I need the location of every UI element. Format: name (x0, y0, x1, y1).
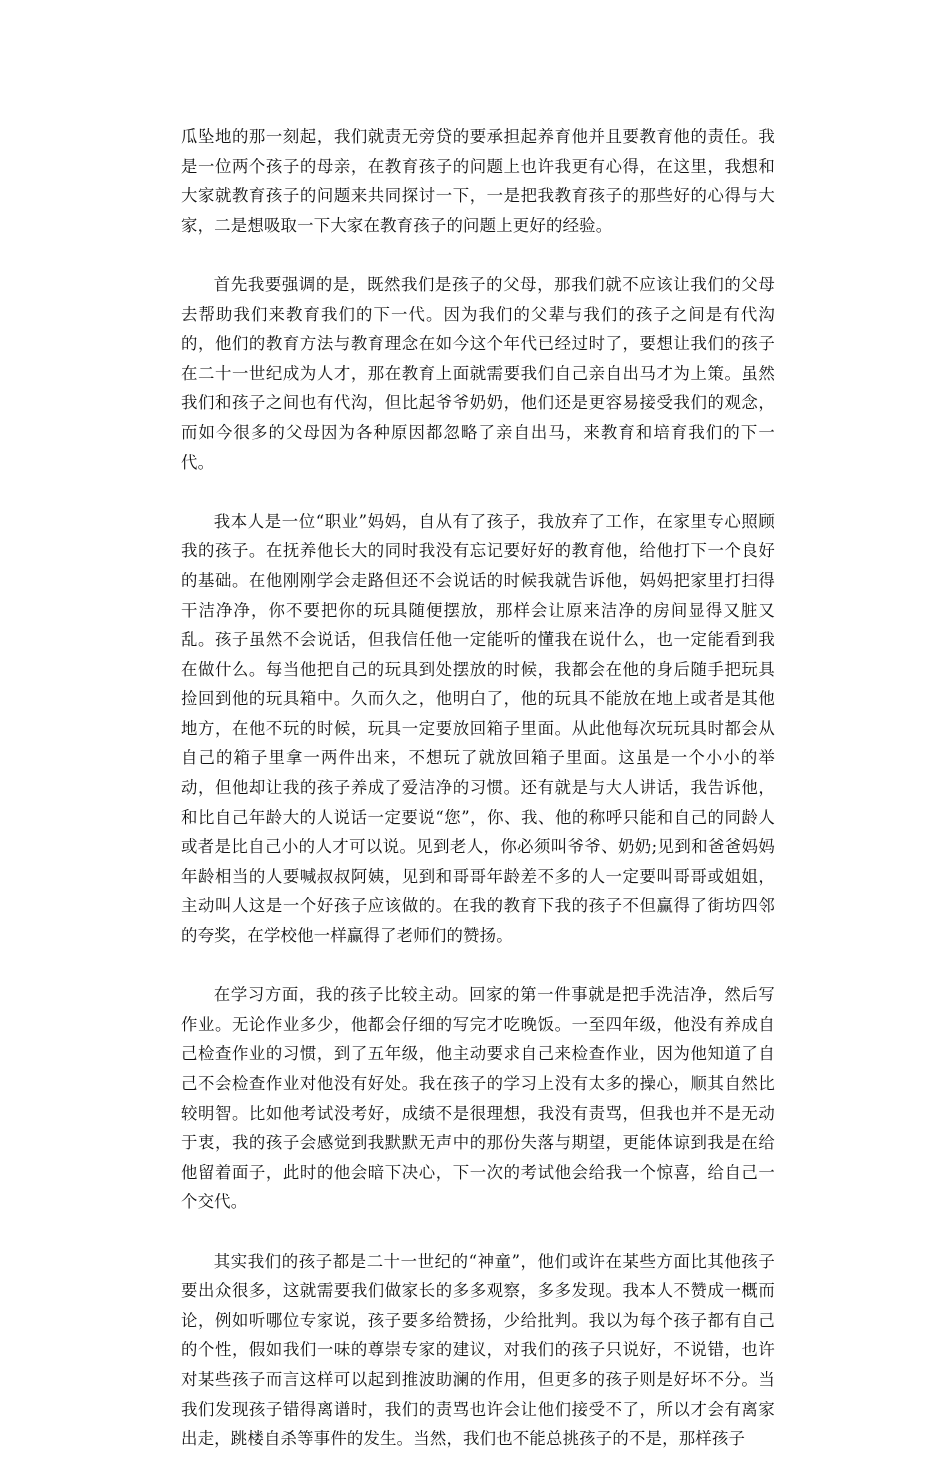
paragraph-3: 我本人是一位“职业”妈妈，自从有了孩子，我放弃了工作，在家里专心照顾我的孩子。在抚养他长大的同时我没有忘记要好好的教育他，给他打下一个良好的基础。在他刚刚学会走路但还不会说话的时候我就告诉他，妈妈把家里打扫得干洁净净，你不要把你的玩具随便摆放，那样会让原来洁净的房间显得又脏又乱。孩子虽然不会说话，但我信任他一定能听的懂我在说什么，也一定能看到我在做什么。每当他把自己的玩具到处摆放的时候，我都会在他的身后随手把玩具捡回到他的玩具箱中。久而久之，他明白了，他的玩具不能放在地上或者是其他地方，在他不玩的时候，玩具一定要放回箱子里面。从此他每次玩玩具时都会从自己的箱子里拿一两件出来，不想玩了就放回箱子里面。这虽是一个小小的举动，但他却让我的孩子养成了爱洁净的习惯。还有就是与大人讲话，我告诉他，和比自己年龄大的人说话一定要说“您”，你、我、他的称呼只能和自己的同龄人或者是比自己小的人才可以说。见到老人，你必须叫爷爷、奶奶;见到和爸爸妈妈年龄相当的人要喊叔叔阿姨，见到和哥哥年龄差不多的人一定要叫哥哥或姐姐，主动叫人这是一个好孩子应该做的。在我的教育下我的孩子不但赢得了街坊四邻的夸奖，在学校他一样赢得了老师们的赞扬。 (181, 511, 775, 946)
paragraph-1: 瓜坠地的那一刻起，我们就责无旁贷的要承担起养育他并且要教育他的责任。我是一位两个孩子的母亲，在教育孩子的问题上也许我更有心得，在这里，我想和大家就教育孩子的问题来共同探讨一下，一是把我教育孩子的那些好的心得与大家，二是想吸取一下大家在教育孩子的问题上更好的经验。 (181, 127, 775, 235)
paragraph-4: 在学习方面，我的孩子比较主动。回家的第一件事就是把手洗洁净，然后写作业。无论作业多少，他都会仔细的写完才吃晚饭。一至四年级，他没有养成自己检查作业的习惯，到了五年级，他主动要求自己来检查作业，因为他知道了自己不会检查作业对他没有好处。我在孩子的学习上没有太多的操心，顺其自然比较明智。比如他考试没考好，成绩不是很理想，我没有责骂，但我也并不是无动于衷，我的孩子会感觉到我默默无声中的那份失落与期望，更能体谅到我是在给他留着面子，此时的他会暗下决心，下一次的考试他会给我一个惊喜，给自己一个交代。 (181, 985, 775, 1212)
paragraph-2: 首先我要强调的是，既然我们是孩子的父母，那我们就不应该让我们的父母去帮助我们来教育我们的下一代。因为我们的父辈与我们的孩子之间是有代沟的，他们的教育方法与教育理念在如今这个年代已经过时了，要想让我们的孩子在二十一世纪成为人才，那在教育上面就需要我们自己亲自出马才为上策。虽然我们和孩子之间也有代沟，但比起爷爷奶奶，他们还是更容易接受我们的观念，而如今很多的父母因为各种原因都忽略了亲自出马，来教育和培育我们的下一代。 (181, 274, 775, 472)
paragraph-5: 其实我们的孩子都是二十一世纪的“神童”，他们或许在某些方面比其他孩子要出众很多，这就需要我们做家长的多多观察，多多发现。我本人不赞成一概而论，例如听哪位专家说，孩子要多给赞扬，少给批判。我以为每个孩子都有自己的个性，假如我们一味的尊崇专家的建议，对我们的孩子只说好，不说错，也许对某些孩子而言这样可以起到推波助澜的作用，但更多的孩子则是好坏不分。当我们发现孩子错得离谱时，我们的责骂也许会让他们接受不了，所以才会有离家出走，跳楼自杀等事件的发生。当然，我们也不能总挑孩子的不是，那样孩子 (181, 1251, 775, 1449)
article-body (181, 122, 775, 1483)
